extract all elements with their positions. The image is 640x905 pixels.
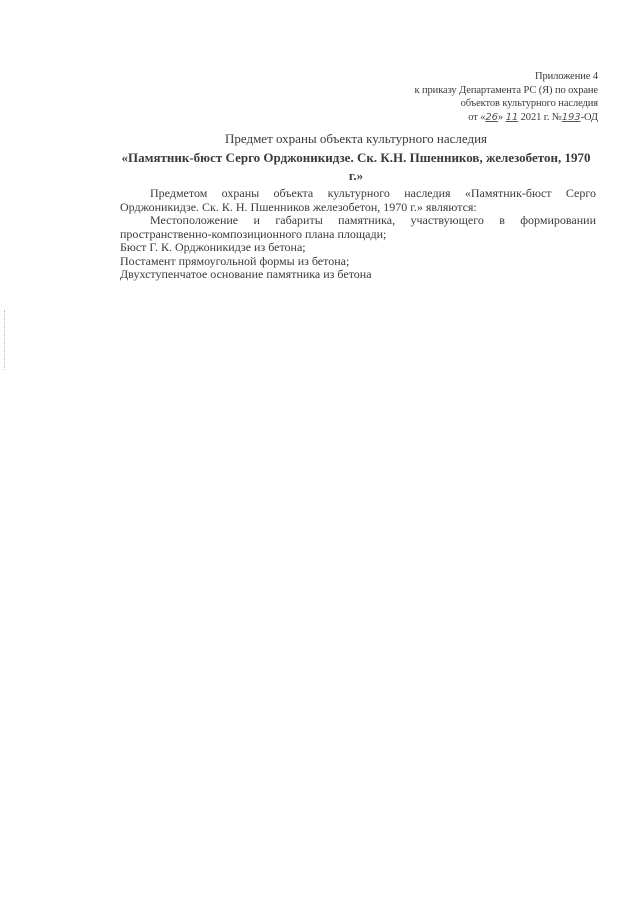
scan-margin-marks	[4, 310, 7, 370]
list-item: Двухступенчатое основание памятника из бетона	[120, 267, 372, 281]
document-body	[120, 187, 596, 282]
appendix-department: объектов культурного наследия	[460, 98, 598, 109]
document-subtitle: «Памятник-бюст Серго Орджоникидзе. Ск. К.Н. Пшенников, железобетон, 1970 г.»	[121, 150, 591, 183]
list-item: Бюст Г. К. Орджоникидзе из бетона;	[120, 240, 306, 254]
list-item: Местоположение и габариты памятника, участвующего в формировании пространственно-композиционного плана площади;	[120, 213, 596, 241]
order-number: 193	[561, 111, 581, 123]
intro-paragraph: Предметом охраны объекта культурного наследия «Памятник-бюст Серго Орджоникидзе. Ск. К. Н. Пшенников железобетон, 1970 г.» являются:	[120, 186, 596, 214]
document-title: Предмет охраны объекта культурного наследия	[224, 131, 488, 146]
appendix-date-line	[414, 111, 598, 125]
date-day: 26	[485, 111, 498, 123]
date-mid2: 2021 г. №	[520, 111, 562, 123]
date-prefix: от «	[468, 111, 486, 123]
date-mid1: »	[497, 111, 504, 123]
appendix-block	[414, 70, 598, 124]
appendix-number: Приложение 4	[534, 71, 598, 82]
appendix-order-ref: к приказу Департамента РС (Я) по охране	[414, 84, 598, 96]
date-month: 11	[505, 111, 519, 123]
order-suffix: -ОД	[580, 111, 598, 123]
list-item: Постамент прямоугольной формы из бетона;	[120, 253, 350, 268]
